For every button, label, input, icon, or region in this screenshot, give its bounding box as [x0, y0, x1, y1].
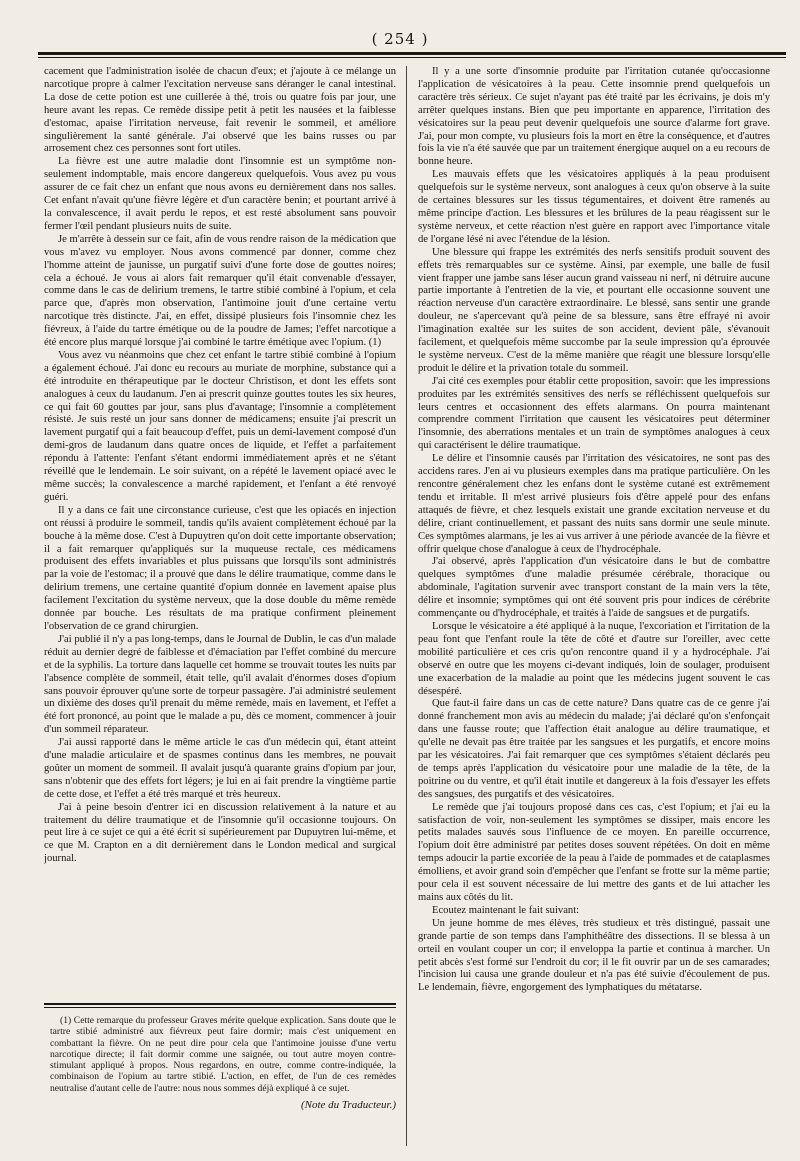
paragraph: Le délire et l'insomnie causés par l'irritation des vésicatoires, ne sont pas des accidens rares. J'en ai vu plusieurs exemples dans ma pratique particulière. On les rencontre généralement chez les enfans dont le système cutané est extrêmement tendu et irritable. Il m'est arrivé plusieurs fois d'être appelé pour des enfans attaqués de fièvre, et chez lesquels existait une grande excitation nerveuse et du délire, criant continuellement, et passant des nuits sans dormir une seule minute. Ces symptômes alarmans, je les ai vus arriver à une période avancée de la fièvre et offrir quelque chose d'analogue à ceux de l'hydrocéphale. [418, 453, 770, 555]
header-rule [38, 52, 786, 55]
paragraph: J'ai cité ces exemples pour établir cette proposition, savoir: que les impressions produites par les extrémités sensitives des nerfs se réfléchissent quelquefois sur leurs centres et occasionnent des effets alarmans. On pourra maintenant comprendre comment l'irritation que causent les vésicatoires peut déterminer l'insomnie, des aberrations mentales et un train de symptômes analogues à ceux qui caractérisent le délire traumatique. [418, 375, 770, 452]
paragraph: J'ai à peine besoin d'entrer ici en discussion relativement à la nature et au traitement du délire traumatique et de l'insomnie qu'il occasionne toujours. On peut lire à ce sujet ce qui a été écrit si supérieurement par Dupuytren lui-même, et ce que M. Crapton en a dit dernièrement dans le London medical and surgical journal. [44, 801, 396, 865]
paragraph: Le remède que j'ai toujours proposé dans ces cas, c'est l'opium; et j'ai eu la satisfaction de voir, non-seulement les symptômes se dissiper, mais encore les petits malades sauvés sous l'influence de ce moyen. En pareille occurrence, l'opium doit être administré par petites doses souvent répétées. On doit en même temps adoucir la partie excoriée de la peau à l'aide de pommades et de cataplasmes émolliens, et avoir grand soin d'empêcher que l'enfant se frotte sur la même partie; pour cela il est souvent nécessaire de lui mettre des gants et de lui attacher les mains aux côtés du lit. [418, 801, 770, 903]
paragraph: J'ai observé, après l'application d'un vésicatoire dans le but de combattre quelques symptômes d'une maladie présumée cérébrale, thoracique ou abdominale, l'agitation survenir avec transport constant de la main vers la tête, délire et insomnie; symptômes qui ont été souvent pris pour indices de cérébrite commençante ou d'hydrocéphale, et traités à l'aide de sangsues et de purgatifs. [418, 556, 770, 620]
paragraph: J'ai aussi rapporté dans le même article le cas d'un médecin qui, étant atteint d'une maladie articulaire et de spasmes continus dans les membres, ne pouvait goûter un moment de sommeil. Il avalait jusqu'à quarante grains d'opium par jour, sans n'obtenir que des effets fort légers; je lui en ai fait prendre la vingtième partie de cette dose, et l'effet a été très marqué et très heureux. [44, 737, 396, 800]
paragraph: La fièvre est une autre maladie dont l'insomnie est un symptôme non-seulement indomptable, mais encore dangereux quelquefois. Vous avez pu vous assurer de ce fait chez un enfant que nous avons eu dernièrement dans nos salles. Cet enfant n'avait qu'une fièvre légère et d'un caractère benin; et pourtant arrivé à la convalescence, il avait perdu le repos, et est resté absolument sans pouvoir fermer l'œil pendant plusieurs nuits de suite. [44, 156, 396, 232]
paragraph: J'ai publié il n'y a pas long-temps, dans le Journal de Dublin, le cas d'un malade réduit au dernier degré de faiblesse et d'émaciation par l'effet combiné du mercure et de la syphilis. La torture dans laquelle cet homme se trouvait toutes les nuits par l'absence complète de sommeil, était telle, qu'il avalait d'énormes doses d'opium sans pouvoir éprouver qu'une sorte de torpeur passagère. J'ai administré seulement un dixième des doses qu'il prenait du même remède, mais en lavement, et l'effet a été fort prononcé, au point que le malade a pu, dès ce moment, commencer à jouir d'un sommeil réparateur. [44, 633, 396, 736]
paragraph: Que faut-il faire dans un cas de cette nature? Dans quatre cas de ce genre j'ai donné franchement mon avis au médecin du malade; j'ai déclaré qu'on s'enfonçait dans une fausse route; que l'affection était analogue au délire traumatique, et qu'elle ne devait pas être traitée par les sangsues et les purgatifs, et encore moins par les vésicatoires. J'ai fait remarquer que ces symptômes s'étaient déclarés peu de temps après l'application du vésicatoire pour une maladie de la tête, de la poitrine ou du ventre, et qu'il était inutile et dangereux à la fois d'essayer les effets des sangsues, des purgatifs et des vésicatoires. [418, 698, 770, 800]
right-column [418, 66, 770, 1151]
header-rule-thin [38, 57, 786, 58]
paragraph: Une blessure qui frappe les extrémités des nerfs sensitifs produit souvent des effets très remarquables sur ce système. Ainsi, par exemple, une balle de fusil vient frapper une jambe sans léser aucun grand vaisseau ni nerf, ni détruire aucune partie importante à l'entretien de la vie, et pourtant elle occasionne souvent une réaction nerveuse d'un caractère extraordinaire. Le blessé, sans sentir une grande douleur, ne s'apercevant qu'à peine de sa blessure, sans être effrayé ni avoir l'imagination exaltée sur les suites de son accident, devient pâle, s'évanouit facilement, et quelquefois même succombe par la seule impression qu'a éprouvée le système nerveux. C'est de la même manière que réagit une blessure lorsqu'elle produit le délire et la privation totale du sommeil. [418, 246, 770, 374]
footnote-rule [44, 1003, 396, 1005]
paragraph: Il y a une sorte d'insomnie produite par l'irritation cutanée qu'occasionne l'application de vésicatoires à la peau. Cette insomnie prend quelquefois un caractère très sérieux. Ce sujet n'ayant pas été traité par les écrivains, je dois m'y arrêter quelques instans. Bien que peu importante en apparence, l'irritation des vésicatoires sur la peau peut devenir quelquefois une source d'alarme fort grave. J'ai, pour mon compte, vu plusieurs fois la mort en être la conséquence, et d'autres fois la vie n'a été sauvée que par un traitement énergique auquel on a eu recours de bonne heure. [418, 66, 770, 168]
footnote-rule-thin [44, 1007, 396, 1008]
left-column [44, 66, 396, 986]
footnote-signature: (Note du Traducteur.) [300, 1099, 396, 1112]
footnote [50, 1015, 396, 1111]
paragraph: Ecoutez maintenant le fait suivant: [432, 904, 580, 916]
page-number: ( 254 ) [371, 30, 429, 48]
paragraph: Lorsque le vésicatoire a été appliqué à la nuque, l'excoriation et l'irritation de la peau font que l'enfant roule la tête de côté et d'autre sur l'oreiller, avec cette mobilité particulière et ces cris qu'on rencontre quand il y a hydrocéphale. J'ai observé en outre que les moyens ci-devant indiqués, loin de soulager, produisent une exacerbation de la maladie au point que les médecins jugent souvent le cas désespéré. [418, 620, 770, 697]
paragraph: cacement que l'administration isolée de chacun d'eux; et j'ajoute à ce mélange un narcotique propre à calmer l'excitation nerveuse sans déranger le canal intestinal. La dose de cette potion est une cuillerée à thé, trois ou quatre fois par jour, une heure avant les repas. Ce remède dissipe petit à petit les nausées et la faiblesse d'estomac, apaise l'irritation nerveuse, fait revenir le sommeil, et améliore singulièrement la santé générale. J'ai observé que les bains russes ou par arrosement chez ces personnes sont fort utiles. [44, 66, 396, 155]
paragraph: Vous avez vu néanmoins que chez cet enfant le tartre stibié combiné à l'opium a également échoué. J'ai donc eu recours au muriate de morphine, substance qui a été introduite en thérapeutique par le docteur Christison, et dont les effets sont analogues à ceux du laudanum. J'en ai prescrit quinze gouttes toutes les six heures, ce qui fait 60 gouttes par jour, sans plus d'avantage; l'insomnie a complètement résisté. Je suis resté un jour sans donner de médicamens; ensuite j'ai prescrit un lavement purgatif qui a fait beaucoup d'effet, puis un demi-lavement composé d'un demi-gros de laudanum dans quatre onces de liquide, et l'effet a parfaitement répondu à l'attente: l'enfant s'étant endormi immédiatement après et ne s'étant réveillé que le lendemain. Le soir suivant, on a répété le lavement opiacé avec le même succès; la convalescence a marché rapidement, et l'enfant a été renvoyé guéri. [44, 349, 396, 503]
paragraph: Les mauvais effets que les vésicatoires appliqués à la peau produisent quelquefois sur le système nerveux, sont analogues à ceux qu'on observe à la suite de certaines blessures sur les tissus tégumentaires, et doivent être ramenés au même principe d'action. Les blessures et les brûlures de la peau réagissent sur le système nerveux, et cette réaction n'est guère en rapport avec l'importance vitale de l'organe lésé ni avec l'étendue de la lésion. [418, 169, 770, 245]
paragraph: Il y a dans ce fait une circonstance curieuse, c'est que les opiacés en injection ont réussi à produire le sommeil, tandis qu'ils avaient complètement échoué par la bouche à la même dose. C'est à Dupuytren qu'on doit cette importante observation; il a fait remarquer qu'appliqués sur la muqueuse rectale, ces médicamens produisent des effets invariables et plus puissans que lorsqu'ils sont administrés par la voie de l'estomac; il a prouvé que dans le délire traumatique, comme dans le delirium tremens, une certaine quantité d'opium donnée en lavement apaise plus facilement l'excitation du système nerveux, que la dose double du même remède donnée par bouche. Les résultats de ma pratique confirment pleinement l'observation de ce grand chirurgien. [44, 504, 396, 632]
paragraph: Un jeune homme de mes élèves, très studieux et très distingué, passait une grande partie de son temps dans l'amphithéâtre des dissections. Il se blessa à un orteil en voulant couper un cor; il enveloppa la partie et continua à marcher. Un petit abcès s'est formé sur l'endroit du cor; il le fit ouvrir par un de ses camarades; l'incision lui causa une grande douleur et n'a pas été suivie d'écoulement de pus. Le lendemain, fièvre, engorgement des lymphatiques du métatarse. [418, 917, 770, 994]
footnote-text: (1) Cette remarque du professeur Graves mérite quelque explication. Sans doute que le tartre stibié administré aux fiévreux peut faire dormir; mais c'est uniquement en combattant la fièvre. On ne peut dire pour cela que l'antimoine jouisse d'une vertu narcotique directe; il fait dormir comme une saignée, ou tout autre moyen contre-stimulant appliqué à propos. Nous regardons, en outre, comme contre-indiquée, la combinaison de l'opium au tartre stibié. L'action, en effet, de l'un de ces remèdes neutralise d'autant celle de l'autre: nous nous sommes déjà expliqué à ce sujet. [50, 1015, 396, 1094]
paragraph: Je m'arrête à dessein sur ce fait, afin de vous rendre raison de la médication que vous m'avez vu employer. Nous avons commencé par donner, comme chez l'homme atteint de jaunisse, un purgatif suivi d'une forte dose de gouttes noires; cela a échoué. Je vous ai alors fait remarquer qu'il était convenable d'essayer, comme dans le cas de delirium tremens, le tartre stibié combiné à l'opium, et cela parce que, d'après mon observation, l'antimoine jouit d'une certaine vertu narcotique très distincte. J'ai, en effet, dissipé plusieurs fois l'insomnie chez les fiévreux, à l'aide du tartre émétique ou de la poudre de James; l'effet narcotique a été encore plus marqué lorsque j'ai combiné le tartre émétique avec l'opium. (1) [44, 233, 396, 349]
column-divider [406, 66, 407, 1146]
